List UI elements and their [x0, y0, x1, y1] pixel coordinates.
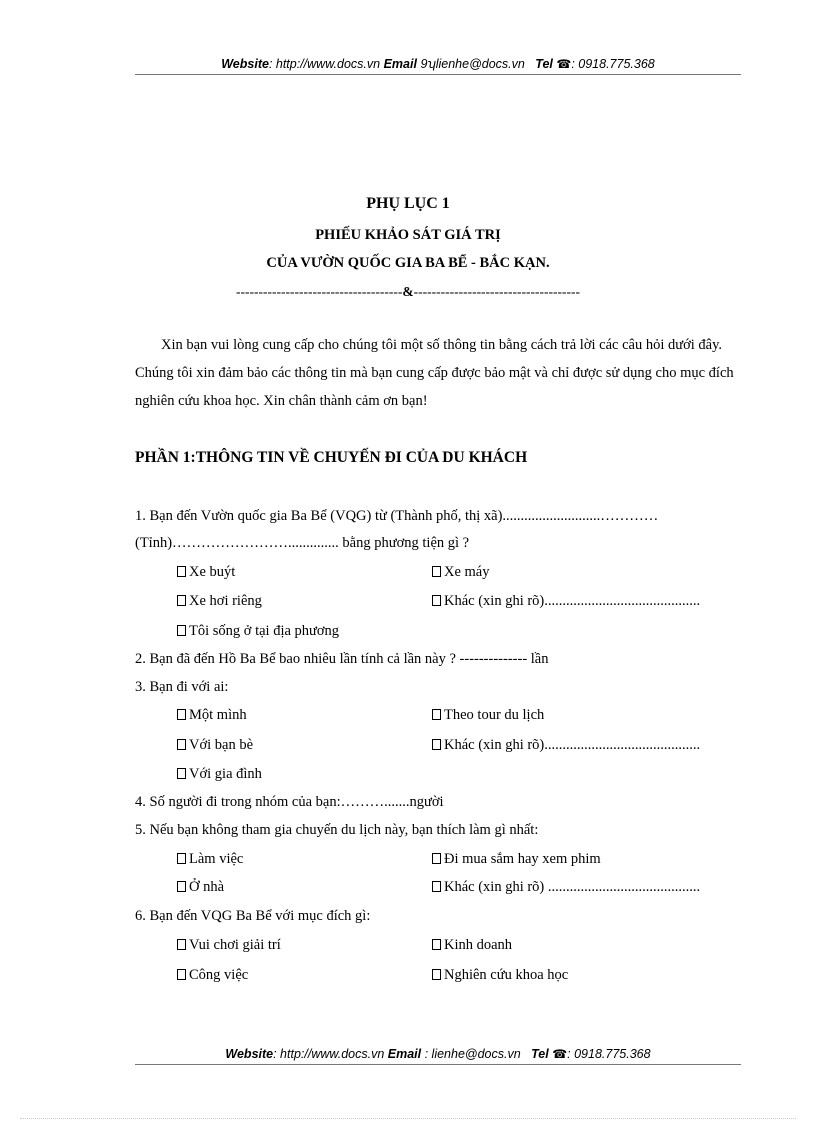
option-q6-business[interactable] — [432, 937, 512, 954]
option-q6-research[interactable] — [432, 967, 568, 984]
option-label: Khác (xin ghi rõ)........................................... — [444, 593, 701, 609]
checkbox-icon[interactable] — [177, 625, 186, 636]
checkbox-icon[interactable] — [432, 881, 441, 892]
question-2: 2. Bạn đã đến Hồ Ba Bể bao nhiêu lần tính cả lần này ? -------------- lần — [135, 651, 549, 667]
option-q1-bus[interactable] — [177, 564, 235, 581]
question-5: 5. Nếu bạn không tham gia chuyến du lịch này, bạn thích làm gì nhất: — [135, 822, 539, 838]
option-q5-other[interactable] — [432, 879, 700, 896]
option-q5-home[interactable] — [177, 879, 224, 896]
intro-paragraph — [135, 331, 741, 415]
form-subtitle-1: PHIẾU KHẢO SÁT GIÁ TRỊ — [315, 227, 501, 243]
option-q3-alone[interactable] — [177, 707, 247, 724]
option-label: Làm việc — [189, 851, 244, 867]
phone-number: : 0918.775.368 — [567, 1047, 651, 1061]
form-subtitle-2: CỦA VƯỜN QUỐC GIA BA BỂ - BẮC KẠN. — [266, 255, 550, 271]
email-label: Email — [387, 1047, 422, 1061]
option-q5-shopping[interactable] — [432, 851, 601, 868]
divider-right: ------------------------------------- — [413, 284, 580, 299]
option-label: Ở nhà — [189, 879, 225, 895]
checkbox-icon[interactable] — [177, 768, 186, 779]
page-bottom-border — [20, 1118, 796, 1119]
question-4: 4. Số người đi trong nhóm của bạn:……….......người — [135, 794, 444, 810]
option-q6-leisure[interactable] — [177, 937, 281, 954]
option-q1-private-car[interactable] — [177, 593, 262, 610]
checkbox-icon[interactable] — [432, 739, 441, 750]
option-label: Công việc — [189, 967, 249, 983]
option-label: Vui chơi giải trí — [189, 937, 281, 953]
checkbox-icon[interactable] — [177, 709, 186, 720]
checkbox-icon[interactable] — [177, 566, 186, 577]
tel-label: Tel — [535, 57, 553, 71]
question-1-line-2: (Tỉnh)…………………….............. bằng phương tiện gì ? — [135, 535, 470, 551]
option-label: Tôi sống ở tại địa phương — [189, 623, 340, 639]
question-3: 3. Bạn đi với ai: — [135, 679, 229, 695]
checkbox-icon[interactable] — [432, 969, 441, 980]
option-q1-other[interactable] — [432, 593, 700, 610]
phone-number: : 0918.775.368 — [571, 57, 655, 71]
option-label: Xe hơi riêng — [189, 593, 262, 609]
checkbox-icon[interactable] — [177, 881, 186, 892]
option-q3-family[interactable] — [177, 766, 262, 783]
page-header — [135, 57, 741, 75]
option-q1-motorbike[interactable] — [432, 564, 490, 581]
checkbox-icon[interactable] — [432, 939, 441, 950]
tel-label: Tel — [531, 1047, 549, 1061]
question-1-line-1: 1. Bạn đến Vườn quốc gia Ba Bể (VQG) từ (Thành phố, thị xã)...........................………… — [135, 508, 659, 524]
page-footer — [135, 1047, 741, 1065]
website-url[interactable]: : http://www.docs.vn — [273, 1047, 385, 1061]
option-label: Với bạn bè — [189, 737, 254, 753]
option-q3-friends[interactable] — [177, 737, 253, 754]
question-6: 6. Bạn đến VQG Ba Bể với mục đích gì: — [135, 908, 371, 924]
option-label: Xe máy — [444, 564, 490, 580]
option-q6-work[interactable] — [177, 967, 248, 984]
option-label: Với gia đình — [189, 766, 262, 782]
website-label: Website — [225, 1047, 274, 1061]
email-value[interactable]: : lienhe@docs.vn — [421, 1047, 521, 1061]
option-label: Xe buýt — [189, 564, 236, 580]
option-q5-work[interactable] — [177, 851, 243, 868]
intro-text: Xin bạn vui lòng cung cấp cho chúng tôi một số thông tin bằng cách trả lời các câu hỏi dưới đây. Chúng tôi xin đảm bảo các thông tin mà bạn cung cấp được bảo mật và chỉ được sử dụng cho mục đích nghiên cứu khoa học. Xin chân thành cảm ơn bạn! — [135, 337, 734, 409]
option-label: Theo tour du lịch — [444, 707, 545, 723]
option-label: Khác (xin ghi rõ)........................................... — [444, 737, 701, 753]
checkbox-icon[interactable] — [177, 853, 186, 864]
checkbox-icon[interactable] — [432, 853, 441, 864]
option-label: Kinh doanh — [444, 937, 513, 953]
checkbox-icon[interactable] — [177, 939, 186, 950]
option-label: Một mình — [189, 707, 247, 723]
checkbox-icon[interactable] — [177, 969, 186, 980]
option-q3-tour[interactable] — [432, 707, 544, 724]
checkbox-icon[interactable] — [177, 739, 186, 750]
divider-mark: & — [402, 284, 414, 299]
email-value[interactable]: 9ʮlienhe@docs.vn — [420, 57, 525, 71]
checkbox-icon[interactable] — [432, 566, 441, 577]
option-label: Đi mua sắm hay xem phim — [444, 851, 601, 867]
option-label: Khác (xin ghi rõ) .......................................... — [444, 879, 701, 895]
option-q3-other[interactable] — [432, 737, 700, 754]
page-title: PHỤ LỤC 1 — [366, 195, 450, 212]
checkbox-icon[interactable] — [177, 595, 186, 606]
divider-left: ------------------------------------- — [236, 284, 403, 299]
phone-icon: ☎ — [552, 1047, 568, 1061]
checkbox-icon[interactable] — [432, 709, 441, 720]
phone-icon: ☎ — [556, 57, 572, 71]
option-label: Nghiên cứu khoa học — [444, 967, 569, 983]
option-q1-local[interactable] — [177, 623, 339, 640]
email-label: Email — [383, 57, 417, 71]
website-url[interactable]: : http://www.docs.vn — [268, 57, 381, 71]
checkbox-icon[interactable] — [432, 595, 441, 606]
website-label: Website — [221, 57, 269, 71]
section-heading: PHẦN 1:THÔNG TIN VỀ CHUYẾN ĐI CỦA DU KHÁCH — [135, 449, 528, 466]
divider — [0, 284, 816, 300]
